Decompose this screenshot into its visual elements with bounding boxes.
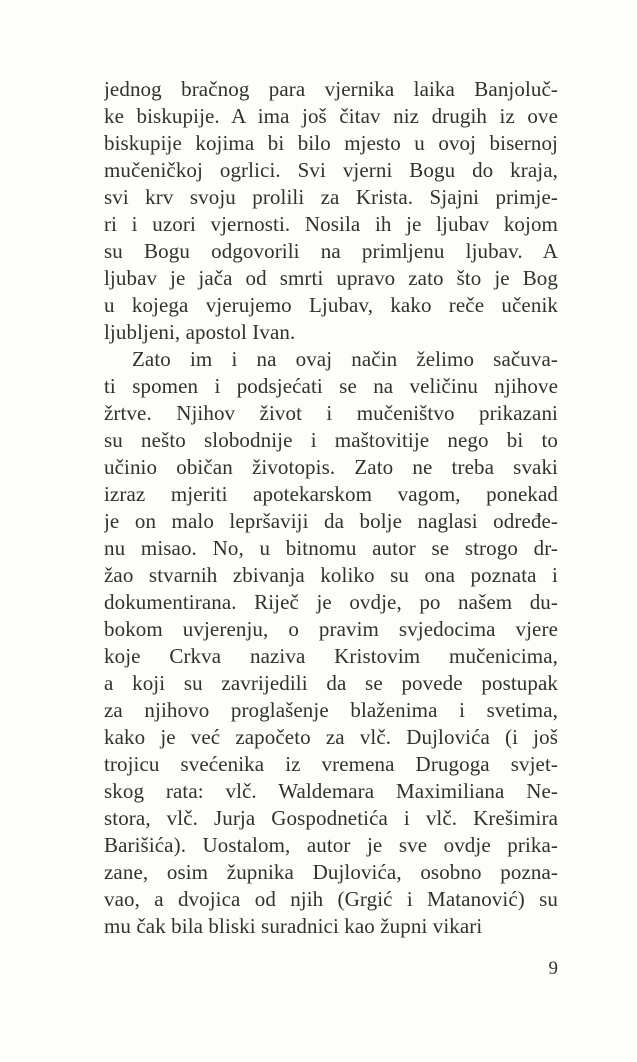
text-line: stora, vlč. Jurja Gospodnetića i vlč. Krešimira bbox=[104, 806, 558, 830]
text-line: dokumentirana. Riječ je ovdje, po našem du- bbox=[104, 590, 558, 614]
text-line: zane, osim župnika Dujlovića, osobno pozna- bbox=[104, 860, 558, 884]
text-line: u kojega vjerujemo Ljubav, kako reče učenik bbox=[104, 293, 558, 317]
text-line: svi krv svoju prolili za Krista. Sjajni primje- bbox=[104, 185, 558, 209]
text-line: žao stvarnih zbivanja koliko su ona poznata i bbox=[104, 563, 558, 587]
paragraph bbox=[104, 76, 558, 346]
text-line: jednog bračnog para vjernika laika Banjoluč- bbox=[104, 77, 558, 101]
text-line: mu čak bila bliski suradnici kao župni vikari bbox=[104, 914, 483, 938]
text-line: nu misao. No, u bitnomu autor se strogo dr- bbox=[104, 536, 558, 560]
text-line: izraz mjeriti apotekarskom vagom, ponekad bbox=[104, 482, 558, 506]
paragraph bbox=[104, 346, 558, 940]
text-line: ri i uzori vjernosti. Nosila ih je ljubav kojom bbox=[104, 212, 558, 236]
text-line: za njihovo proglašenje blaženima i svetima, bbox=[104, 698, 558, 722]
text-line: Zato im i na ovaj način želimo sačuva- bbox=[132, 347, 558, 371]
text-line: su Bogu odgovorili na primljenu ljubav. A bbox=[104, 239, 558, 263]
text-line: kako je već započeto za vlč. Dujlovića (i još bbox=[104, 725, 558, 749]
text-line: biskupije kojima bi bilo mjesto u ovoj bisernoj bbox=[104, 131, 558, 155]
text-line: ti spomen i podsjećati se na veličinu njihove bbox=[104, 374, 558, 398]
text-line: vao, a dvojica od njih (Grgić i Matanović) su bbox=[104, 887, 558, 911]
text-line: trojicu svećenika iz vremena Drugoga svjet- bbox=[104, 752, 558, 776]
text-line: bokom uvjerenju, o pravim svjedocima vjere bbox=[104, 617, 558, 641]
text-line: ljubav je jača od smrti upravo zato što je Bog bbox=[104, 266, 558, 290]
page-number: 9 bbox=[548, 958, 558, 979]
text-line: koje Crkva naziva Kristovim mučenicima, bbox=[104, 644, 558, 668]
text-line: učinio običan životopis. Zato ne treba svaki bbox=[104, 455, 558, 479]
text-line: su nešto slobodnije i maštovitije nego bi to bbox=[104, 428, 558, 452]
text-line: ke biskupije. A ima još čitav niz drugih iz ove bbox=[104, 104, 558, 128]
text-line: a koji su zavrijedili da se povede postupak bbox=[104, 671, 558, 695]
text-line: ljubljeni, apostol Ivan. bbox=[104, 320, 296, 344]
text-line: mučeničkoj ogrlici. Svi vjerni Bogu do kraja, bbox=[104, 158, 558, 182]
text-line: je on malo lepršaviji da bolje naglasi određe- bbox=[104, 509, 558, 533]
text-line: Barišića). Uostalom, autor je sve ovdje prika- bbox=[104, 833, 558, 857]
text-block bbox=[104, 76, 558, 940]
text-line: skog rata: vlč. Waldemara Maximiliana Ne- bbox=[104, 779, 558, 803]
text-line: žrtve. Njihov život i mučeništvo prikazani bbox=[104, 401, 558, 425]
